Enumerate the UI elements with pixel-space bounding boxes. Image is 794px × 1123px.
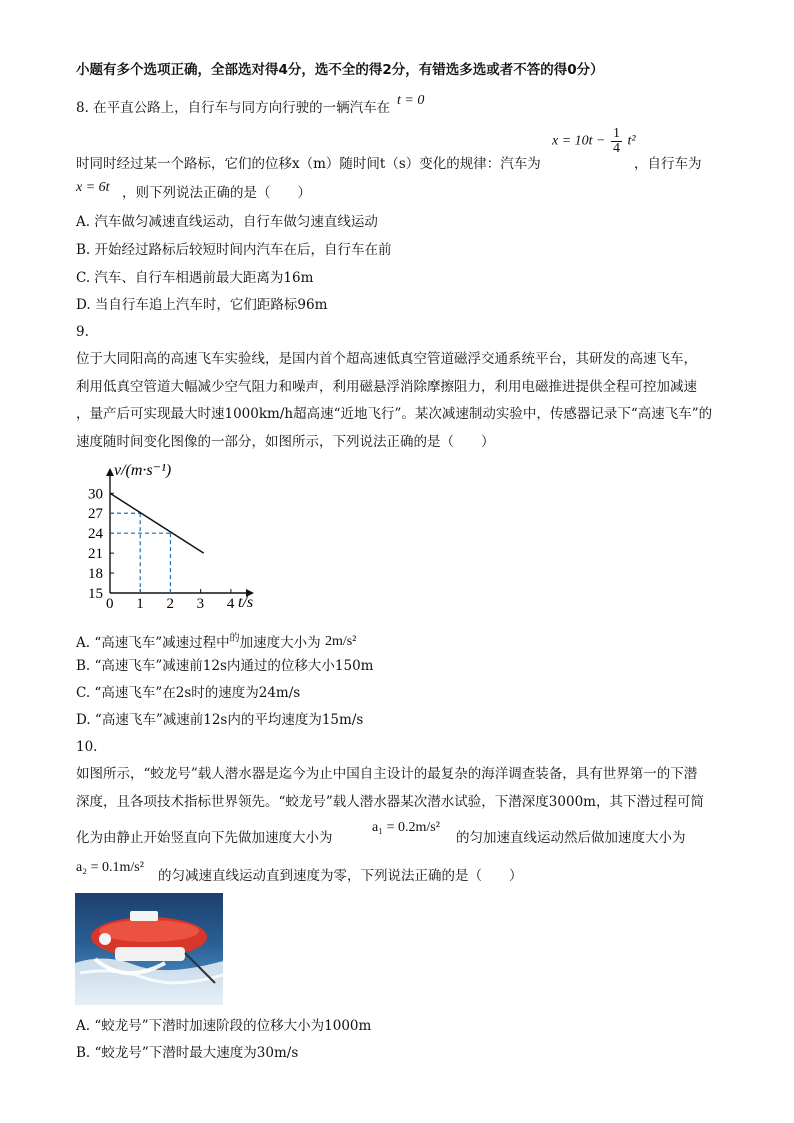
y-tick-label: 30 bbox=[88, 486, 103, 503]
car-eq-suffix: t² bbox=[627, 133, 636, 149]
q10-a1: a₁ = 0.2m/s² bbox=[372, 820, 440, 835]
x-tick-label: 0 bbox=[106, 596, 114, 612]
section-instructions: 小题有多个选项正确，全部选对得4分，选不全的得2分，有错选多选或者不答的得0分） bbox=[76, 62, 604, 78]
y-tick-label: 27 bbox=[88, 506, 103, 523]
x-tick-label: 3 bbox=[196, 596, 205, 612]
q9-option-a-small: 的 bbox=[229, 633, 240, 644]
q8-stem-part1: 8. 在平直公路上，自行车与同方向行驶的一辆汽车在 bbox=[76, 100, 391, 116]
x-tick-label: 1 bbox=[136, 596, 144, 612]
q10-a2: a₂ = 0.1m/s² bbox=[76, 860, 144, 875]
q10-number: 10. bbox=[76, 739, 98, 755]
car-eq-den: 4 bbox=[613, 141, 620, 156]
q10-stem-line-3-suffix: 的匀加速直线运动然后做加速度大小为 bbox=[456, 830, 686, 846]
chart-guides bbox=[110, 513, 170, 593]
q9-option-d: D. “高速飞车”减速前12s内的平均速度为15m/s bbox=[76, 712, 364, 728]
q9-option-a bbox=[76, 630, 356, 652]
q9-number: 9. bbox=[76, 324, 89, 340]
y-tick-label: 21 bbox=[88, 546, 103, 563]
y-tick-label: 24 bbox=[88, 526, 103, 543]
q8-stem-part3: ，自行车为 bbox=[634, 156, 702, 172]
velocity-line bbox=[110, 493, 204, 553]
y-tick-label: 18 bbox=[88, 566, 103, 583]
chart-ylabel: v/(m·s⁻¹) bbox=[114, 462, 172, 479]
x-tick-label: 2 bbox=[166, 596, 174, 612]
velocity-time-chart bbox=[76, 455, 276, 615]
q10-stem-line-2: 深度，且各项技术指标世界领先。“蛟龙号”载人潜水器某次潜水试验，下潜深度3000m，其下潜过程可简 bbox=[76, 794, 704, 810]
q8-option-a: A. 汽车做匀减速直线运动，自行车做匀速直线运动 bbox=[76, 214, 378, 230]
q10-stem-line-1: 如图所示，“蛟龙号”载人潜水器是迄今为止中国自主设计的最复杂的海洋调查装备，具有世界第一的下潜 bbox=[76, 766, 698, 782]
jiaolong-submersible-photo bbox=[75, 893, 223, 1005]
q10-stem-line-4: 的匀减速直线运动直到速度为零，下列说法正确的是（ ） bbox=[158, 868, 523, 884]
x-tick-label: 4 bbox=[226, 596, 235, 612]
q8-bike-equation: x = 6t bbox=[76, 180, 110, 195]
q9-stem-line-2: 利用低真空管道大幅减少空气阻力和噪声，利用磁悬浮消除摩擦阻力，利用电磁推进提供全程可控加减速 bbox=[76, 379, 697, 395]
q9-option-a-prefix: A. “高速飞车”减速过程中 bbox=[76, 635, 230, 651]
q8-stem-part4: ，则下列说法正确的是（ ） bbox=[122, 185, 311, 201]
q10-option-a: A. “蛟龙号”下潜时加速阶段的位移大小为1000m bbox=[76, 1018, 372, 1034]
q8-option-b: B. 开始经过路标后较短时间内汽车在后，自行车在前 bbox=[76, 242, 392, 258]
chart-series bbox=[110, 493, 204, 553]
car-eq-fraction bbox=[611, 127, 622, 156]
y-tick-label: 15 bbox=[88, 586, 103, 602]
q9-option-c: C. “高速飞车”在2s时的速度为24m/s bbox=[76, 685, 301, 701]
q9-option-b: B. “高速飞车”减速前12s内通过的位移大小150m bbox=[76, 658, 374, 674]
car-eq-num: 1 bbox=[613, 126, 620, 141]
q9-option-a-value: 2m/s² bbox=[324, 634, 357, 649]
chart-xlabel: t/s bbox=[238, 594, 254, 611]
q8-option-d: D. 当自行车追上汽车时，它们距路标96m bbox=[76, 297, 328, 313]
q8-car-equation bbox=[552, 127, 636, 156]
q9-option-a-mid: 加速度大小为 bbox=[239, 635, 321, 651]
y-axis-arrow bbox=[106, 468, 114, 476]
q9-stem-line-3: ，量产后可实现最大时速1000km/h超高速“近地飞行”。某次减速制动实验中，传感器记录下“高速飞车”的 bbox=[76, 406, 713, 422]
q10-option-b: B. “蛟龙号”下潜时最大速度为30m/s bbox=[76, 1045, 299, 1061]
q8-stem-part2: 时同时经过某一个路标，它们的位移x（m）随时间t（s）变化的规律：汽车为 bbox=[76, 156, 541, 172]
q8-t0: t = 0 bbox=[397, 93, 425, 108]
car-eq-prefix: x = 10t − bbox=[552, 133, 606, 149]
chart-axes bbox=[106, 468, 254, 597]
q9-stem-line-4: 速度随时间变化图像的一部分，如图所示，下列说法正确的是（ ） bbox=[76, 434, 495, 450]
q10-stem-line-3-prefix: 化为由静止开始竖直向下先做加速度大小为 bbox=[76, 830, 333, 846]
q9-stem-line-1: 位于大同阳高的高速飞车实验线，是国内首个超高速低真空管道磁浮交通系统平台，其研发的高速飞车， bbox=[76, 351, 697, 367]
q8-option-c: C. 汽车、自行车相遇前最大距离为16m bbox=[76, 270, 314, 286]
